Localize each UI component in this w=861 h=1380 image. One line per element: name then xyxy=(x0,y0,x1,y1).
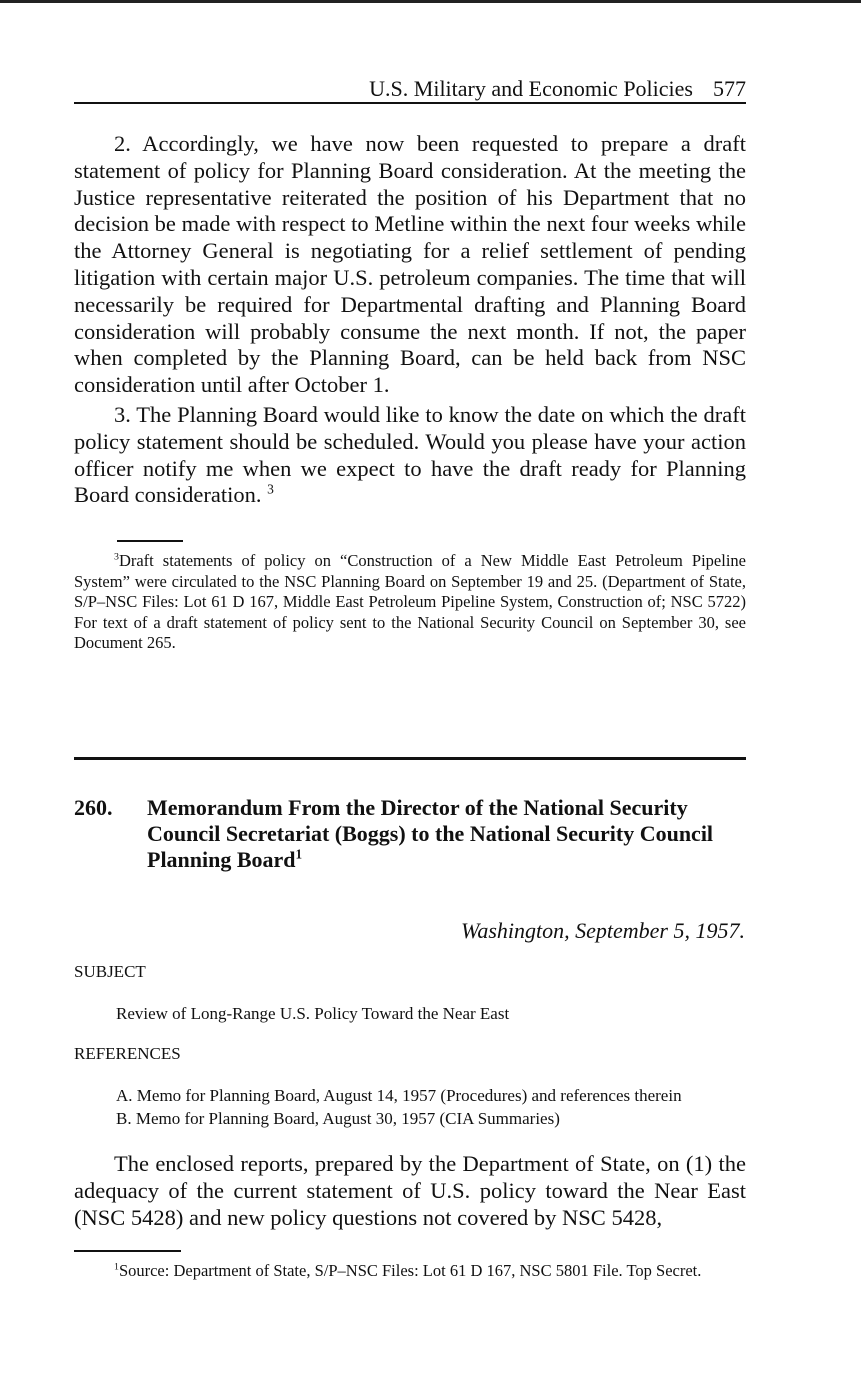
footnote-3-text: Draft statements of policy on “Construction of a New Middle East Petroleum Pipeline System” were circulated to the NSC Planning Board on September 19 and 25. (Department of State, S/P–NSC Files: Lot 61 D 167, Middle East Petroleum Pipeline System, Construction of; NSC 5722) For text of a draft statement of policy sent to the National Security Council on September 30, see Document 265. xyxy=(74,551,746,652)
page-top-border xyxy=(0,0,861,3)
top-body-text xyxy=(74,131,746,509)
footnote-ref-1: 1 xyxy=(295,846,303,862)
footnote-1-marker: 1 xyxy=(114,1261,119,1273)
paragraph-3-text: 3. The Planning Board would like to know the date on which the draft policy statement should be scheduled. Would you please have your action officer notify me when we expect to have the draft ready for Planning Board consideration. xyxy=(74,401,746,508)
running-head-title: U.S. Military and Economic Policies xyxy=(369,76,693,101)
document-body-text xyxy=(74,1151,746,1231)
document-title-text: Memorandum From the Director of the National Security Council Secretariat (Boggs) to the National Security Council Planning Board xyxy=(147,795,714,872)
running-head xyxy=(74,76,746,104)
document-title xyxy=(147,795,747,873)
subject-text: Review of Long-Range U.S. Policy Toward the Near East xyxy=(116,1004,510,1023)
document-body-paragraph: The enclosed reports, prepared by the Department of State, on (1) the adequacy of the current statement of U.S. policy toward the Near East (NSC 5428) and new policy questions not covered by NSC 5428, xyxy=(74,1151,746,1230)
place-date: Washington, September 5, 1957. xyxy=(461,918,745,943)
reference-a: A. Memo for Planning Board, August 14, 1957 (Procedures) and references therein xyxy=(116,1086,682,1105)
footnote-ref-3: 3 xyxy=(267,481,274,497)
subject-label: SUBJECT xyxy=(74,962,146,981)
references-label: REFERENCES xyxy=(74,1044,181,1063)
footnote-rule-2 xyxy=(74,1250,181,1252)
page-number: 577 xyxy=(713,76,746,101)
document-separator-rule xyxy=(74,757,746,760)
reference-b: B. Memo for Planning Board, August 30, 1957 (CIA Summaries) xyxy=(116,1109,560,1128)
footnote-rule xyxy=(117,540,183,542)
footnote-3-marker: 3 xyxy=(114,551,119,563)
paragraph-2: 2. Accordingly, we have now been requested to prepare a draft statement of policy for Planning Board consideration. At the meeting the Justice representative reiterated the position of his Department that no decision be made with respect to Metline within the next four weeks while the Attorney General is negotiating for a relief settlement of pending litigation with certain major U.S. petroleum companies. The time that will necessarily be required for Departmental drafting and Planning Board consideration will probably consume the next month. If not, the paper when completed by the Planning Board, can be held back from NSC consideration until after October 1. xyxy=(74,131,746,398)
paragraph-3 xyxy=(74,402,746,509)
document-number: 260. xyxy=(74,795,113,820)
footnote-1-text: Source: Department of State, S/P–NSC Files: Lot 61 D 167, NSC 5801 File. Top Secret. xyxy=(118,1261,702,1280)
footnote-1 xyxy=(74,1261,746,1282)
footnote-3 xyxy=(74,551,746,654)
